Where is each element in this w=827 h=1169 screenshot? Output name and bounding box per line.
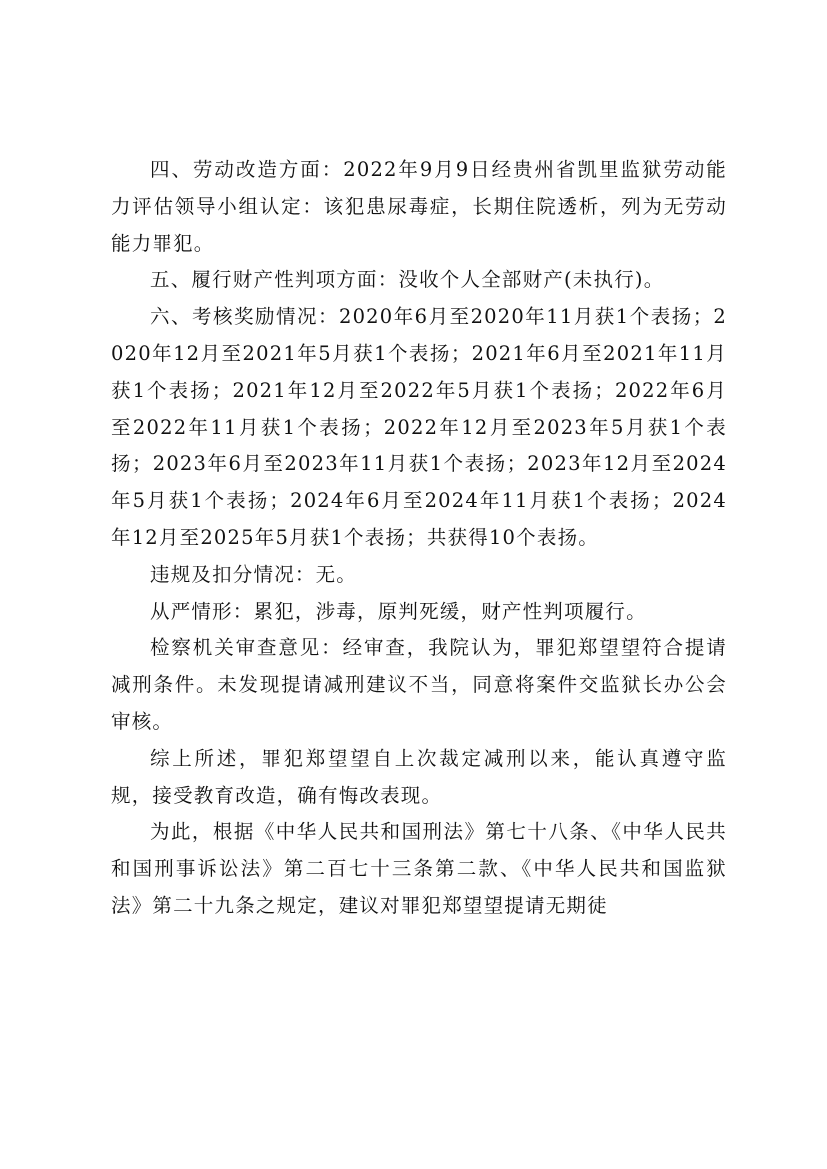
paragraph-legal-basis: 为此，根据《中华人民共和国刑法》第七十八条、《中华人民共和国刑事诉讼法》第二百七十三条第二款、《中华人民共和国监狱法》第二十九条之规定，建议对罪犯郑望望提请无期徒 [111, 820, 727, 917]
document-body [111, 152, 727, 925]
paragraph-property-judgment: 五、履行财产性判项方面：没收个人全部财产(未执行)。 [150, 268, 665, 292]
paragraph-rewards: 六、考核奖励情况：2020年6月至2020年11月获1个表扬；2020年12月至2021年5月获1个表扬；2021年6月至2021年11月获1个表扬；2021年12月至2022年5月获1个表扬；2022年6月至2022年11月获1个表扬；2022年12月至2023年5月获1个表扬；2023年6月至2023年11月获1个表扬；2023年12月至2024年5月获1个表扬；2024年6月至2024年11月获1个表扬；2024年12月至2025年5月获1个表扬；共获得10个表扬。 [111, 305, 727, 549]
paragraph-summary: 综上所述，罪犯郑望望自上次裁定减刑以来，能认真遵守监规，接受教育改造，确有悔改表现。 [111, 746, 727, 807]
paragraph-labor-reform: 四、劳动改造方面：2022年9月9日经贵州省凯里监狱劳动能力评估领导小组认定：该犯患尿毒症，长期住院透析，列为无劳动能力罪犯。 [111, 158, 727, 255]
paragraph-procuratorate-opinion: 检察机关审查意见：经审查，我院认为，罪犯郑望望符合提请减刑条件。未发现提请减刑建议不当，同意将案件交监狱长办公会审核。 [111, 636, 727, 733]
paragraph-strict-circumstances: 从严情形：累犯，涉毒，原判死缓，财产性判项履行。 [150, 599, 647, 623]
paragraph-violations: 违规及扣分情况：无。 [150, 562, 358, 586]
